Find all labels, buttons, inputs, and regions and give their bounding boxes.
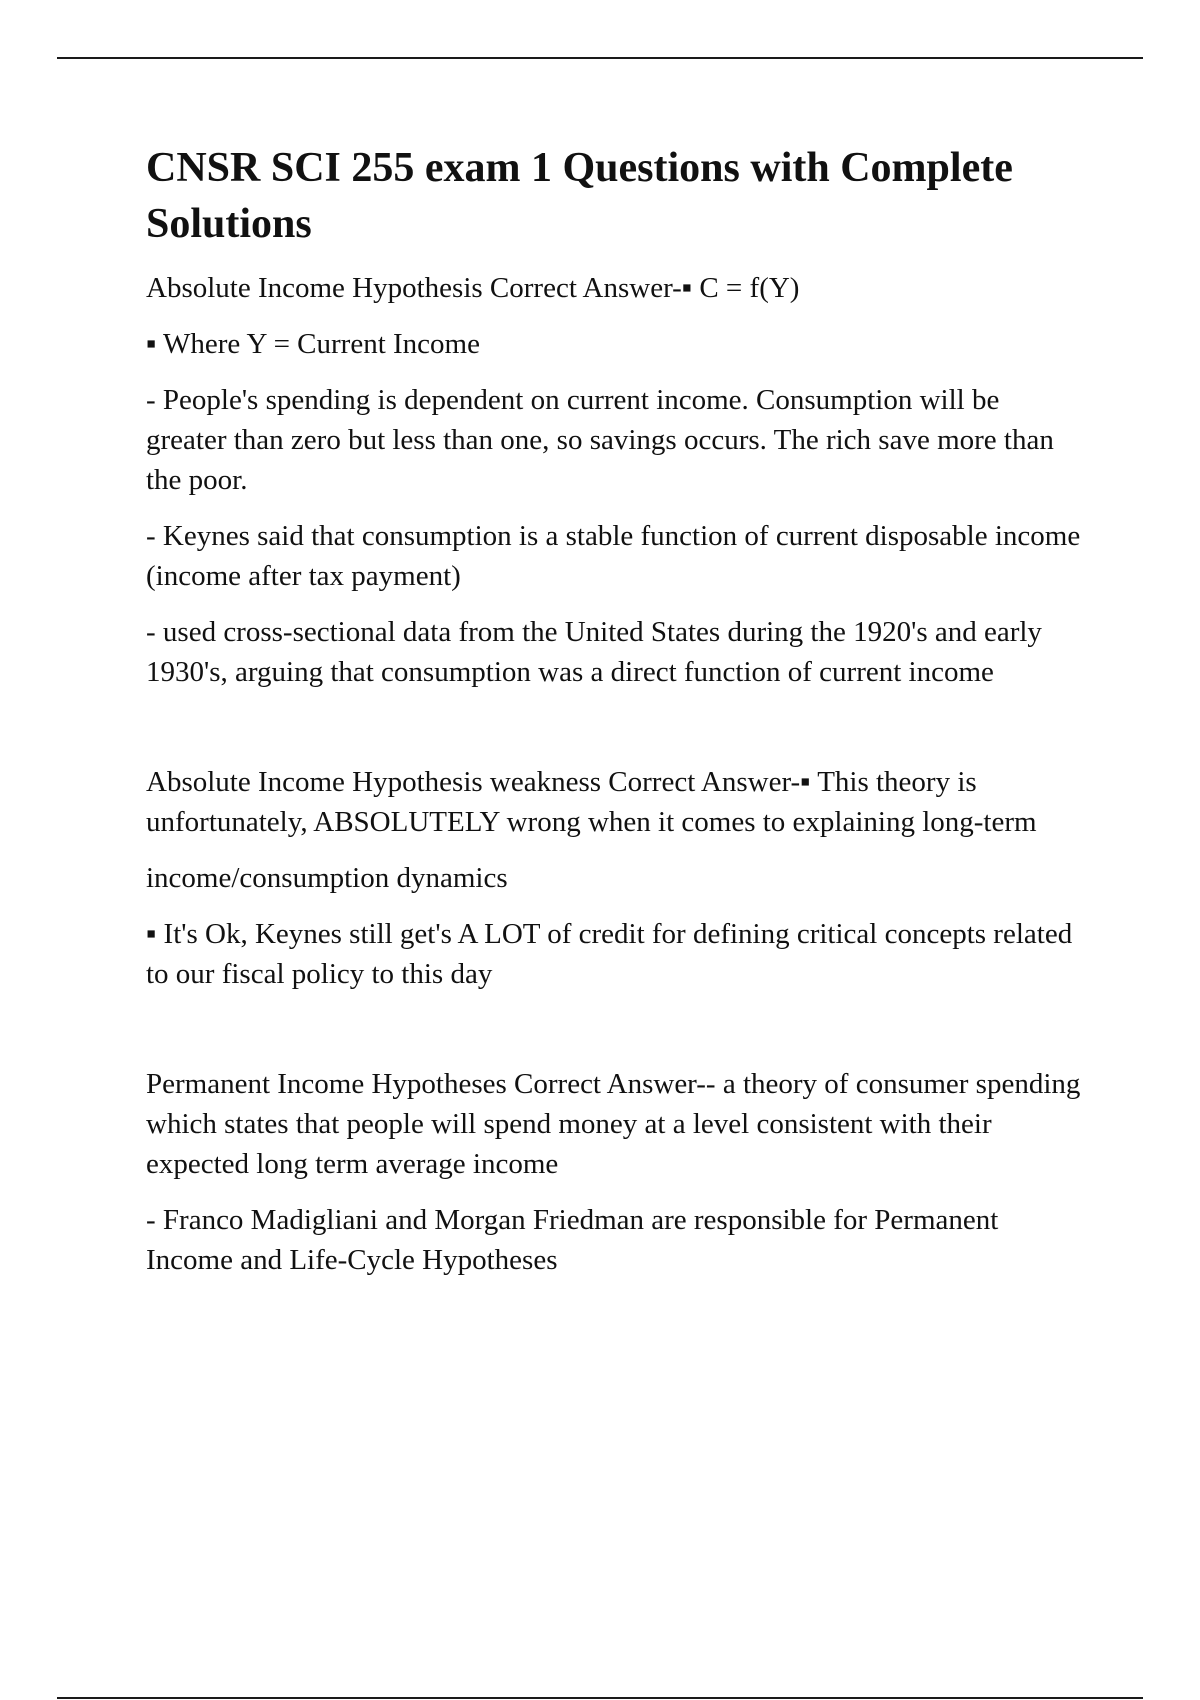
answer-paragraph: ▪ It's Ok, Keynes still get's A LOT of credit for defining critical concepts related to our fiscal policy to this day [146, 918, 1073, 990]
answer-paragraph: - used cross-sectional data from the United States during the 1920's and early 1930's, arguing that consumption was a direct function of current income [146, 616, 1042, 688]
answer-paragraph: ▪ Where Y = Current Income [146, 328, 480, 360]
header-rule [57, 57, 1143, 59]
answer-paragraph: - Keynes said that consumption is a stable function of current disposable income (income after tax payment) [146, 520, 1081, 592]
block-spacer [146, 1010, 1086, 1064]
document-title: CNSR SCI 255 exam 1 Questions with Complete Solutions [146, 145, 1013, 247]
qa-block-absolute-income-weakness [146, 762, 1086, 994]
answer-paragraph: - Franco Madigliani and Morgan Friedman are responsible for Permanent Income and Life-Cycle Hypotheses [146, 1204, 999, 1276]
qa-block-permanent-income [146, 1064, 1086, 1280]
footer-rule [57, 1697, 1143, 1699]
block-spacer [146, 708, 1086, 762]
answer-paragraph: income/consumption dynamics [146, 862, 508, 894]
document-page [146, 140, 1086, 1296]
answer-paragraph: Absolute Income Hypothesis Correct Answer-▪ C = f(Y) [146, 272, 800, 304]
qa-block-absolute-income [146, 268, 1086, 692]
answer-paragraph: Absolute Income Hypothesis weakness Correct Answer-▪ This theory is unfortunately, ABSOLUTELY wrong when it comes to explaining long-term [146, 766, 1037, 838]
answer-paragraph: - People's spending is dependent on current income. Consumption will be greater than zero but less than one, so savings occurs. The rich save more than the poor. [146, 384, 1054, 496]
answer-paragraph: Permanent Income Hypotheses Correct Answer-- a theory of consumer spending which states that people will spend money at a level consistent with their expected long term average income [146, 1068, 1081, 1180]
